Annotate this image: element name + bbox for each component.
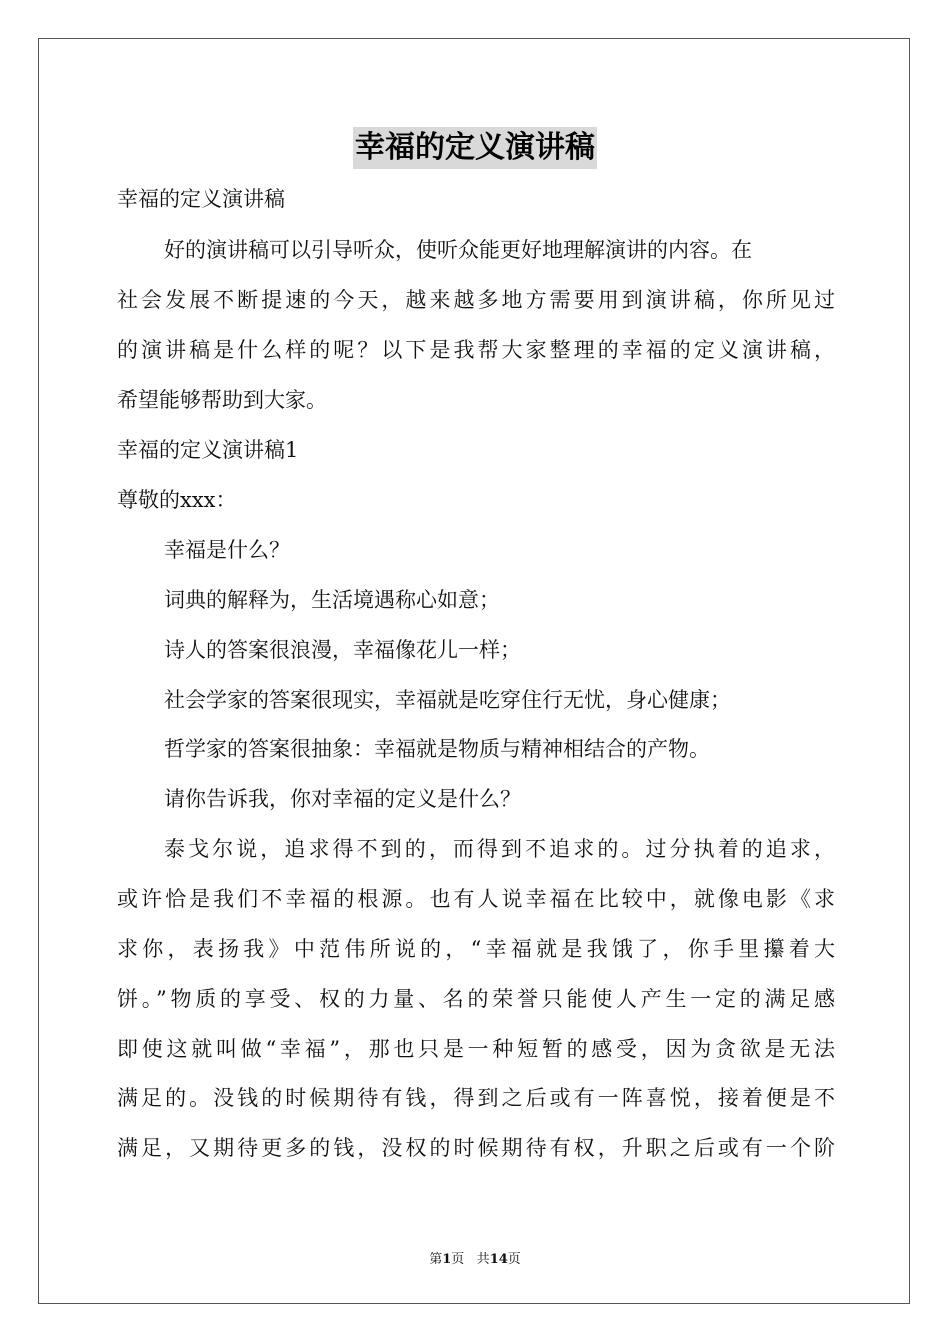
paragraph-line: 哲学家的答案很抽象：幸福就是物质与精神相结合的产物。	[164, 737, 710, 761]
paragraph-line: 好的演讲稿可以引导听众，使听众能更好地理解演讲的内容。在	[164, 238, 752, 262]
paragraph-line: 希望能够帮助到大家。	[117, 388, 327, 412]
section-heading: 幸福的定义演讲稿1	[117, 438, 299, 462]
page-prefix: 第	[429, 1252, 443, 1267]
paragraph-line: 或许恰是我们不幸福的根源。也有人说幸福在比较中，就像电影《求	[117, 887, 835, 911]
document-title: 幸福的定义演讲稿	[353, 127, 597, 169]
page-footer	[0, 1248, 950, 1267]
salutation-line: 尊敬的xxx：	[117, 488, 237, 512]
paragraph-line: 求你，表扬我》中范伟所说的，“幸福就是我饿了，你手里攥着大	[117, 937, 835, 961]
paragraph-line: 请你告诉我，你对幸福的定义是什么？	[164, 787, 521, 811]
paragraph-line: 满足，又期待更多的钱，没权的时候期待有权，升职之后或有一个阶	[117, 1136, 835, 1160]
page-border	[38, 38, 910, 1304]
page-suffix: 页	[451, 1252, 465, 1267]
paragraph-line: 即使这就叫做“幸福”，那也只是一种短暂的感受，因为贪欲是无法	[117, 1037, 835, 1061]
paragraph-line: 社会发展不断提速的今天，越来越多地方需要用到演讲稿，你所见过	[117, 288, 835, 312]
paragraph-line: 满足的。没钱的时候期待有钱，得到之后或有一阵喜悦，接着便是不	[117, 1086, 835, 1110]
paragraph-line: 饼。”物质的享受、权的力量、名的荣誉只能使人产生一定的满足感	[117, 987, 835, 1011]
page-number: 1	[442, 1252, 452, 1267]
title-container	[0, 127, 950, 169]
paragraph-line: 诗人的答案很浪漫，幸福像花儿一样；	[164, 638, 521, 662]
paragraph-line: 幸福是什么？	[164, 538, 290, 562]
paragraph-line: 泰戈尔说，追求得不到的，而得到不追求的。过分执着的追求，	[164, 837, 835, 861]
total-pages: 14	[489, 1252, 508, 1267]
paragraph-line: 社会学家的答案很现实，幸福就是吃穿住行无忧，身心健康；	[164, 688, 731, 712]
total-suffix: 页	[507, 1252, 521, 1267]
total-prefix: 共	[476, 1252, 490, 1267]
subtitle-line: 幸福的定义演讲稿	[117, 187, 285, 211]
paragraph-line: 词典的解释为，生活境遇称心如意；	[164, 588, 500, 612]
paragraph-line: 的演讲稿是什么样的呢？以下是我帮大家整理的幸福的定义演讲稿，	[117, 338, 835, 362]
